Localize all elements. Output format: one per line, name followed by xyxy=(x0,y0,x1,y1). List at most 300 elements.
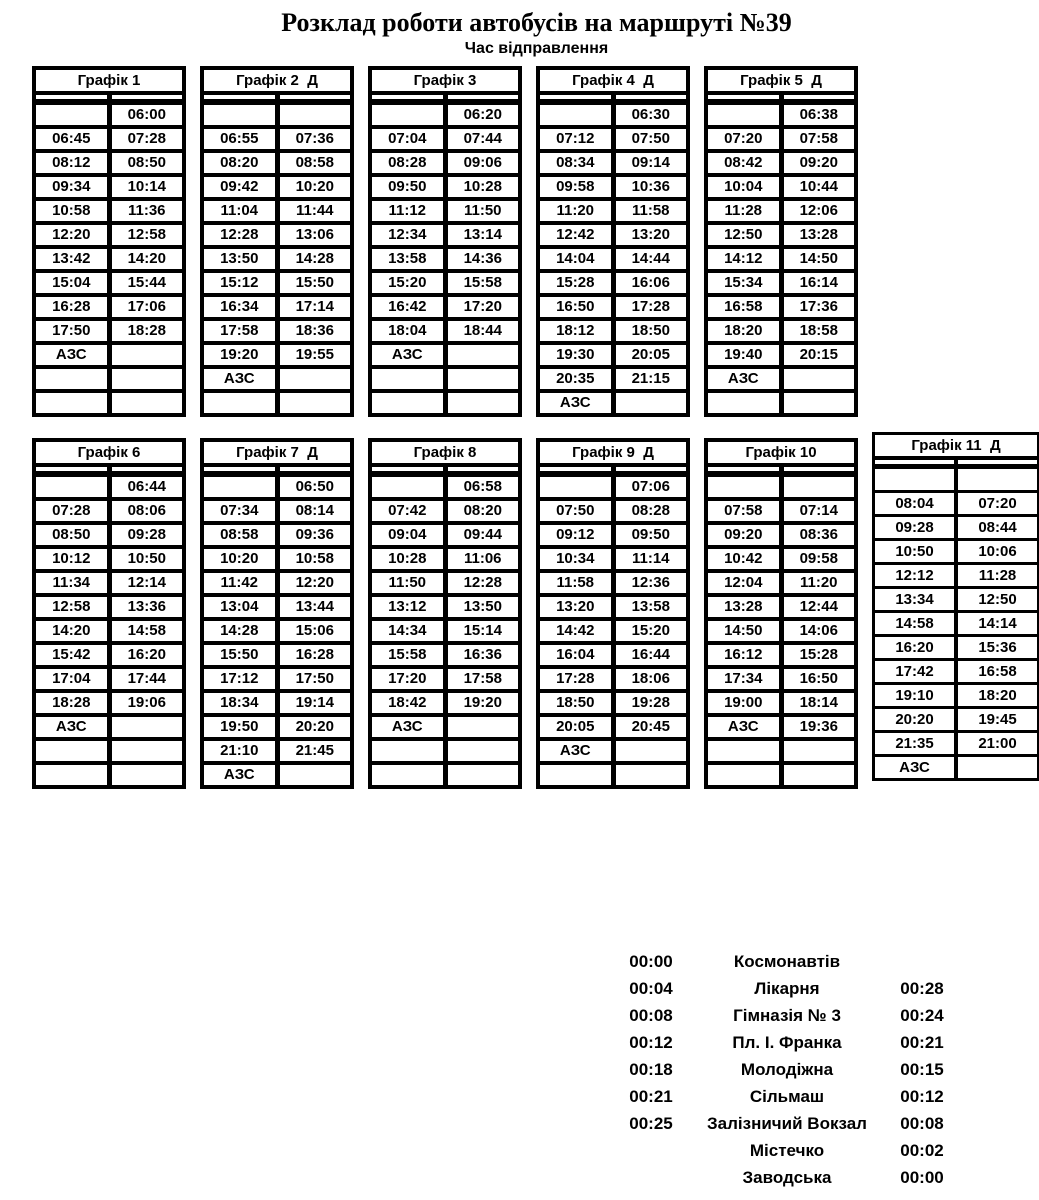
table-row xyxy=(36,717,182,737)
time-cell: 19:45 xyxy=(958,709,1037,730)
time-cell: 18:06 xyxy=(616,669,687,689)
time-cell: 16:28 xyxy=(36,297,107,317)
time-cell: 17:28 xyxy=(540,669,611,689)
time-cell: 13:42 xyxy=(36,249,107,269)
schedule-tables-row-1 xyxy=(32,66,1039,417)
table-row xyxy=(372,369,518,389)
stop-name: Космонавтів xyxy=(733,952,841,971)
table-row xyxy=(540,477,686,497)
table-row xyxy=(875,757,1037,778)
time-cell xyxy=(708,741,779,761)
time-cell: 13:20 xyxy=(616,225,687,245)
table-row xyxy=(204,177,350,197)
table-row xyxy=(372,693,518,713)
table-row xyxy=(540,153,686,173)
time-cell: 08:28 xyxy=(372,153,443,173)
table-row xyxy=(372,345,518,365)
table-row xyxy=(36,153,182,173)
time-cell xyxy=(36,477,107,497)
time-cell: 07:44 xyxy=(448,129,519,149)
time-cell xyxy=(448,393,519,413)
time-cell: 08:58 xyxy=(204,525,275,545)
stop-time-outbound: 00:18 xyxy=(629,1060,673,1079)
time-cell: 20:35 xyxy=(540,369,611,389)
time-cell: 15:14 xyxy=(448,621,519,641)
table-body xyxy=(708,105,854,413)
time-cell: 12:06 xyxy=(784,201,855,221)
table-row xyxy=(372,477,518,497)
table-row xyxy=(372,249,518,269)
table-title: Графік 8 xyxy=(372,442,518,463)
schedule-table-6 xyxy=(32,438,186,789)
table-row xyxy=(372,501,518,521)
time-cell: 06:58 xyxy=(448,477,519,497)
time-cell: 17:50 xyxy=(280,669,351,689)
time-cell: 19:14 xyxy=(280,693,351,713)
table-row xyxy=(540,621,686,641)
col-header-kosmonavtiv xyxy=(784,95,855,99)
table-row xyxy=(372,297,518,317)
time-cell: 06:00 xyxy=(112,105,183,125)
col-header-zavodska xyxy=(875,460,954,464)
time-cell: 17:36 xyxy=(784,297,855,317)
time-cell: 14:20 xyxy=(112,249,183,269)
table-row xyxy=(36,693,182,713)
table-row xyxy=(708,717,854,737)
table-row xyxy=(708,321,854,341)
time-cell: 17:20 xyxy=(372,669,443,689)
table-row xyxy=(204,765,350,785)
table-row xyxy=(540,741,686,761)
time-cell: 19:50 xyxy=(204,717,275,737)
time-cell: 16:36 xyxy=(448,645,519,665)
time-cell: 12:28 xyxy=(204,225,275,245)
stop-time-outbound: 00:12 xyxy=(629,1033,673,1052)
time-cell: 15:12 xyxy=(204,273,275,293)
time-cell: 06:44 xyxy=(112,477,183,497)
table-body xyxy=(540,105,686,413)
table-row xyxy=(708,153,854,173)
table-row xyxy=(204,225,350,245)
table-row xyxy=(372,393,518,413)
time-cell: 12:36 xyxy=(616,573,687,593)
time-cell: 13:04 xyxy=(204,597,275,617)
time-cell: 14:12 xyxy=(708,249,779,269)
schedule-table-8 xyxy=(368,438,522,789)
time-cell: 06:45 xyxy=(36,129,107,149)
route-stops-list xyxy=(620,948,952,1191)
time-cell: 08:50 xyxy=(36,525,107,545)
time-cell: 13:44 xyxy=(280,597,351,617)
time-cell xyxy=(280,105,351,125)
time-cell: 08:44 xyxy=(958,517,1037,538)
table-row xyxy=(540,393,686,413)
time-cell: 16:28 xyxy=(280,645,351,665)
time-cell: 11:04 xyxy=(204,201,275,221)
time-cell: 09:58 xyxy=(784,549,855,569)
time-cell: 16:12 xyxy=(708,645,779,665)
table-row xyxy=(36,765,182,785)
col-header-zavodska xyxy=(540,467,611,471)
time-cell: 16:20 xyxy=(875,637,954,658)
time-cell: 20:05 xyxy=(616,345,687,365)
col-header-zavodska xyxy=(708,467,779,471)
table-row xyxy=(372,621,518,641)
time-cell: 11:42 xyxy=(204,573,275,593)
time-cell: 15:58 xyxy=(372,645,443,665)
gas-station-cell: АЗС xyxy=(875,757,954,778)
schedule-table-3 xyxy=(368,66,522,417)
col-header-kosmonavtiv xyxy=(616,467,687,471)
time-cell xyxy=(875,469,954,490)
column-headers xyxy=(204,467,350,471)
time-cell: 07:28 xyxy=(36,501,107,521)
table-row xyxy=(708,765,854,785)
stop-time-outbound: 00:00 xyxy=(629,952,673,971)
time-cell: 13:58 xyxy=(616,597,687,617)
table-row xyxy=(372,597,518,617)
table-row xyxy=(708,225,854,245)
schedule-table-7 xyxy=(200,438,354,789)
time-cell: 12:44 xyxy=(784,597,855,617)
time-cell: 17:58 xyxy=(204,321,275,341)
time-cell: 14:20 xyxy=(36,621,107,641)
stop-time-outbound xyxy=(620,1137,682,1164)
table-row xyxy=(540,717,686,737)
time-cell xyxy=(280,369,351,389)
table-title: Графік 10 xyxy=(708,442,854,463)
time-cell: 14:28 xyxy=(204,621,275,641)
table-row xyxy=(875,733,1037,754)
time-cell: 16:50 xyxy=(784,669,855,689)
table-row xyxy=(372,153,518,173)
time-cell xyxy=(372,741,443,761)
table-row xyxy=(708,249,854,269)
time-cell: 19:10 xyxy=(875,685,954,706)
column-headers xyxy=(372,95,518,99)
table-row xyxy=(875,469,1037,490)
stop-time-outbound: 00:08 xyxy=(629,1006,673,1025)
time-cell xyxy=(36,393,107,413)
table-row xyxy=(36,249,182,269)
time-cell: 12:42 xyxy=(540,225,611,245)
time-cell: 17:44 xyxy=(112,669,183,689)
time-cell xyxy=(616,765,687,785)
table-row xyxy=(875,661,1037,682)
column-headers xyxy=(708,467,854,471)
table-row xyxy=(204,549,350,569)
table-row xyxy=(708,393,854,413)
time-cell: 14:42 xyxy=(540,621,611,641)
time-cell: 20:05 xyxy=(540,717,611,737)
time-cell: 21:45 xyxy=(280,741,351,761)
time-cell: 16:58 xyxy=(958,661,1037,682)
time-cell: 15:50 xyxy=(204,645,275,665)
time-cell xyxy=(616,393,687,413)
time-cell: 18:20 xyxy=(958,685,1037,706)
table-title: Графік 7 Д xyxy=(204,442,350,463)
time-cell: 09:20 xyxy=(784,153,855,173)
table-row xyxy=(708,669,854,689)
time-cell: 11:36 xyxy=(112,201,183,221)
table-row xyxy=(36,369,182,389)
time-cell: 16:14 xyxy=(784,273,855,293)
table-row xyxy=(204,321,350,341)
table-row xyxy=(708,501,854,521)
time-cell: 12:58 xyxy=(112,225,183,245)
table-row xyxy=(875,517,1037,538)
time-cell: 10:04 xyxy=(708,177,779,197)
time-cell: 12:34 xyxy=(372,225,443,245)
col-header-zavodska xyxy=(708,95,779,99)
table-row xyxy=(540,273,686,293)
time-cell: 08:06 xyxy=(112,501,183,521)
time-cell: 20:20 xyxy=(875,709,954,730)
time-cell: 09:04 xyxy=(372,525,443,545)
time-cell xyxy=(36,741,107,761)
col-header-kosmonavtiv xyxy=(280,467,351,471)
time-cell: 17:12 xyxy=(204,669,275,689)
time-cell: 18:42 xyxy=(372,693,443,713)
table-row xyxy=(36,345,182,365)
table-row xyxy=(372,669,518,689)
table-row xyxy=(540,177,686,197)
time-cell: 14:14 xyxy=(958,613,1037,634)
schedule-table-10 xyxy=(704,438,858,789)
time-cell xyxy=(112,741,183,761)
time-cell: 18:50 xyxy=(540,693,611,713)
table-row xyxy=(36,201,182,221)
time-cell: 12:50 xyxy=(958,589,1037,610)
time-cell: 10:42 xyxy=(708,549,779,569)
time-cell: 07:04 xyxy=(372,129,443,149)
table-row xyxy=(708,369,854,389)
page-header xyxy=(34,0,1039,59)
table-row xyxy=(875,493,1037,514)
table-title: Графік 6 xyxy=(36,442,182,463)
time-cell: 10:36 xyxy=(616,177,687,197)
time-cell: 08:12 xyxy=(36,153,107,173)
time-cell: 07:58 xyxy=(708,501,779,521)
table-row xyxy=(372,177,518,197)
time-cell: 07:06 xyxy=(616,477,687,497)
table-row xyxy=(708,345,854,365)
table-row xyxy=(372,225,518,245)
time-cell xyxy=(784,477,855,497)
table-row xyxy=(36,393,182,413)
table-row xyxy=(204,693,350,713)
stop-name: Пл. І. Франка xyxy=(732,1033,842,1052)
table-row xyxy=(372,273,518,293)
gas-station-cell: АЗС xyxy=(372,345,443,365)
time-cell: 19:20 xyxy=(204,345,275,365)
time-cell: 16:50 xyxy=(540,297,611,317)
table-row xyxy=(204,153,350,173)
table-row xyxy=(540,225,686,245)
time-cell: 18:28 xyxy=(112,321,183,341)
time-cell: 11:06 xyxy=(448,549,519,569)
table-body xyxy=(372,105,518,413)
time-cell xyxy=(204,393,275,413)
time-cell xyxy=(448,345,519,365)
time-cell xyxy=(112,765,183,785)
time-cell: 07:14 xyxy=(784,501,855,521)
time-cell: 16:34 xyxy=(204,297,275,317)
col-header-zavodska xyxy=(36,95,107,99)
time-cell xyxy=(784,369,855,389)
table-body xyxy=(708,477,854,785)
time-cell: 10:58 xyxy=(36,201,107,221)
table-title: Графік 11 Д xyxy=(875,435,1037,456)
time-cell xyxy=(784,393,855,413)
time-cell: 17:28 xyxy=(616,297,687,317)
stop-time-return: 00:24 xyxy=(900,1006,944,1025)
time-cell: 07:50 xyxy=(540,501,611,521)
time-cell: 18:28 xyxy=(36,693,107,713)
col-header-zavodska xyxy=(204,95,275,99)
time-cell xyxy=(540,105,611,125)
time-cell: 18:14 xyxy=(784,693,855,713)
time-cell: 11:50 xyxy=(372,573,443,593)
schedule-table-11 xyxy=(872,432,1039,781)
time-cell: 11:28 xyxy=(958,565,1037,586)
time-cell: 19:36 xyxy=(784,717,855,737)
time-cell: 07:58 xyxy=(784,129,855,149)
table-row xyxy=(204,129,350,149)
time-cell: 11:58 xyxy=(616,201,687,221)
time-cell: 12:20 xyxy=(280,573,351,593)
col-header-kosmonavtiv xyxy=(616,95,687,99)
time-cell: 10:28 xyxy=(372,549,443,569)
column-headers xyxy=(708,95,854,99)
column-headers xyxy=(204,95,350,99)
table-row xyxy=(372,105,518,125)
table-row xyxy=(36,129,182,149)
time-cell: 20:45 xyxy=(616,717,687,737)
time-cell: 14:58 xyxy=(112,621,183,641)
time-cell xyxy=(204,105,275,125)
table-row xyxy=(204,741,350,761)
table-row xyxy=(204,345,350,365)
time-cell xyxy=(540,477,611,497)
time-cell xyxy=(958,757,1037,778)
time-cell: 10:14 xyxy=(112,177,183,197)
time-cell: 13:20 xyxy=(540,597,611,617)
table-row xyxy=(204,573,350,593)
time-cell: 06:50 xyxy=(280,477,351,497)
table-row xyxy=(204,201,350,221)
stop-name: Лікарня xyxy=(754,979,820,998)
stop-time-return xyxy=(892,948,952,975)
time-cell: 20:15 xyxy=(784,345,855,365)
table-row xyxy=(708,549,854,569)
time-cell: 09:34 xyxy=(36,177,107,197)
time-cell: 13:50 xyxy=(448,597,519,617)
schedule-table-5 xyxy=(704,66,858,417)
table-row xyxy=(204,501,350,521)
table-row xyxy=(708,741,854,761)
time-cell xyxy=(204,477,275,497)
table-row xyxy=(36,297,182,317)
table-row xyxy=(540,549,686,569)
table-row xyxy=(36,525,182,545)
table-row xyxy=(204,369,350,389)
schedule-table-2 xyxy=(200,66,354,417)
table-row xyxy=(36,669,182,689)
time-cell: 12:12 xyxy=(875,565,954,586)
time-cell: 15:42 xyxy=(36,645,107,665)
time-cell: 09:44 xyxy=(448,525,519,545)
time-cell xyxy=(540,765,611,785)
table-body xyxy=(875,469,1037,778)
page-title: Розклад роботи автобусів на маршруті №39 xyxy=(281,8,792,37)
stop-time-outbound: 00:21 xyxy=(629,1087,673,1106)
time-cell: 08:20 xyxy=(448,501,519,521)
stop-name: Гімназія № 3 xyxy=(733,1006,841,1025)
schedule-tables-row-2 xyxy=(32,438,1039,789)
table-row xyxy=(36,321,182,341)
table-row xyxy=(36,177,182,197)
time-cell: 14:04 xyxy=(540,249,611,269)
time-cell: 10:20 xyxy=(204,549,275,569)
time-cell xyxy=(448,369,519,389)
col-header-kosmonavtiv xyxy=(448,467,519,471)
gas-station-cell: АЗС xyxy=(36,345,107,365)
table-row xyxy=(372,201,518,221)
table-row xyxy=(540,369,686,389)
time-cell: 21:35 xyxy=(875,733,954,754)
table-row xyxy=(708,177,854,197)
table-row xyxy=(204,525,350,545)
time-cell: 17:50 xyxy=(36,321,107,341)
col-header-kosmonavtiv xyxy=(280,95,351,99)
time-cell: 09:28 xyxy=(112,525,183,545)
column-headers xyxy=(372,467,518,471)
column-headers xyxy=(540,95,686,99)
time-cell xyxy=(372,393,443,413)
time-cell: 07:20 xyxy=(958,493,1037,514)
time-cell: 09:28 xyxy=(875,517,954,538)
table-row xyxy=(540,345,686,365)
table-row xyxy=(540,573,686,593)
col-header-kosmonavtiv xyxy=(112,467,183,471)
gas-station-cell: АЗС xyxy=(708,717,779,737)
time-cell xyxy=(958,469,1037,490)
table-row xyxy=(36,597,182,617)
table-title: Графік 3 xyxy=(372,70,518,91)
time-cell: 16:20 xyxy=(112,645,183,665)
time-cell: 13:12 xyxy=(372,597,443,617)
table-row xyxy=(708,105,854,125)
table-row xyxy=(540,693,686,713)
table-row xyxy=(36,549,182,569)
time-cell: 21:00 xyxy=(958,733,1037,754)
time-cell: 10:50 xyxy=(875,541,954,562)
column-headers xyxy=(36,467,182,471)
time-cell: 14:34 xyxy=(372,621,443,641)
time-cell: 10:28 xyxy=(448,177,519,197)
time-cell: 09:36 xyxy=(280,525,351,545)
table-row xyxy=(36,741,182,761)
time-cell: 10:58 xyxy=(280,549,351,569)
table-row xyxy=(708,477,854,497)
time-cell: 18:50 xyxy=(616,321,687,341)
time-cell: 14:50 xyxy=(708,621,779,641)
col-header-zavodska xyxy=(36,467,107,471)
time-cell: 16:58 xyxy=(708,297,779,317)
stop-time-return: 00:08 xyxy=(900,1114,944,1133)
table-body xyxy=(36,477,182,785)
